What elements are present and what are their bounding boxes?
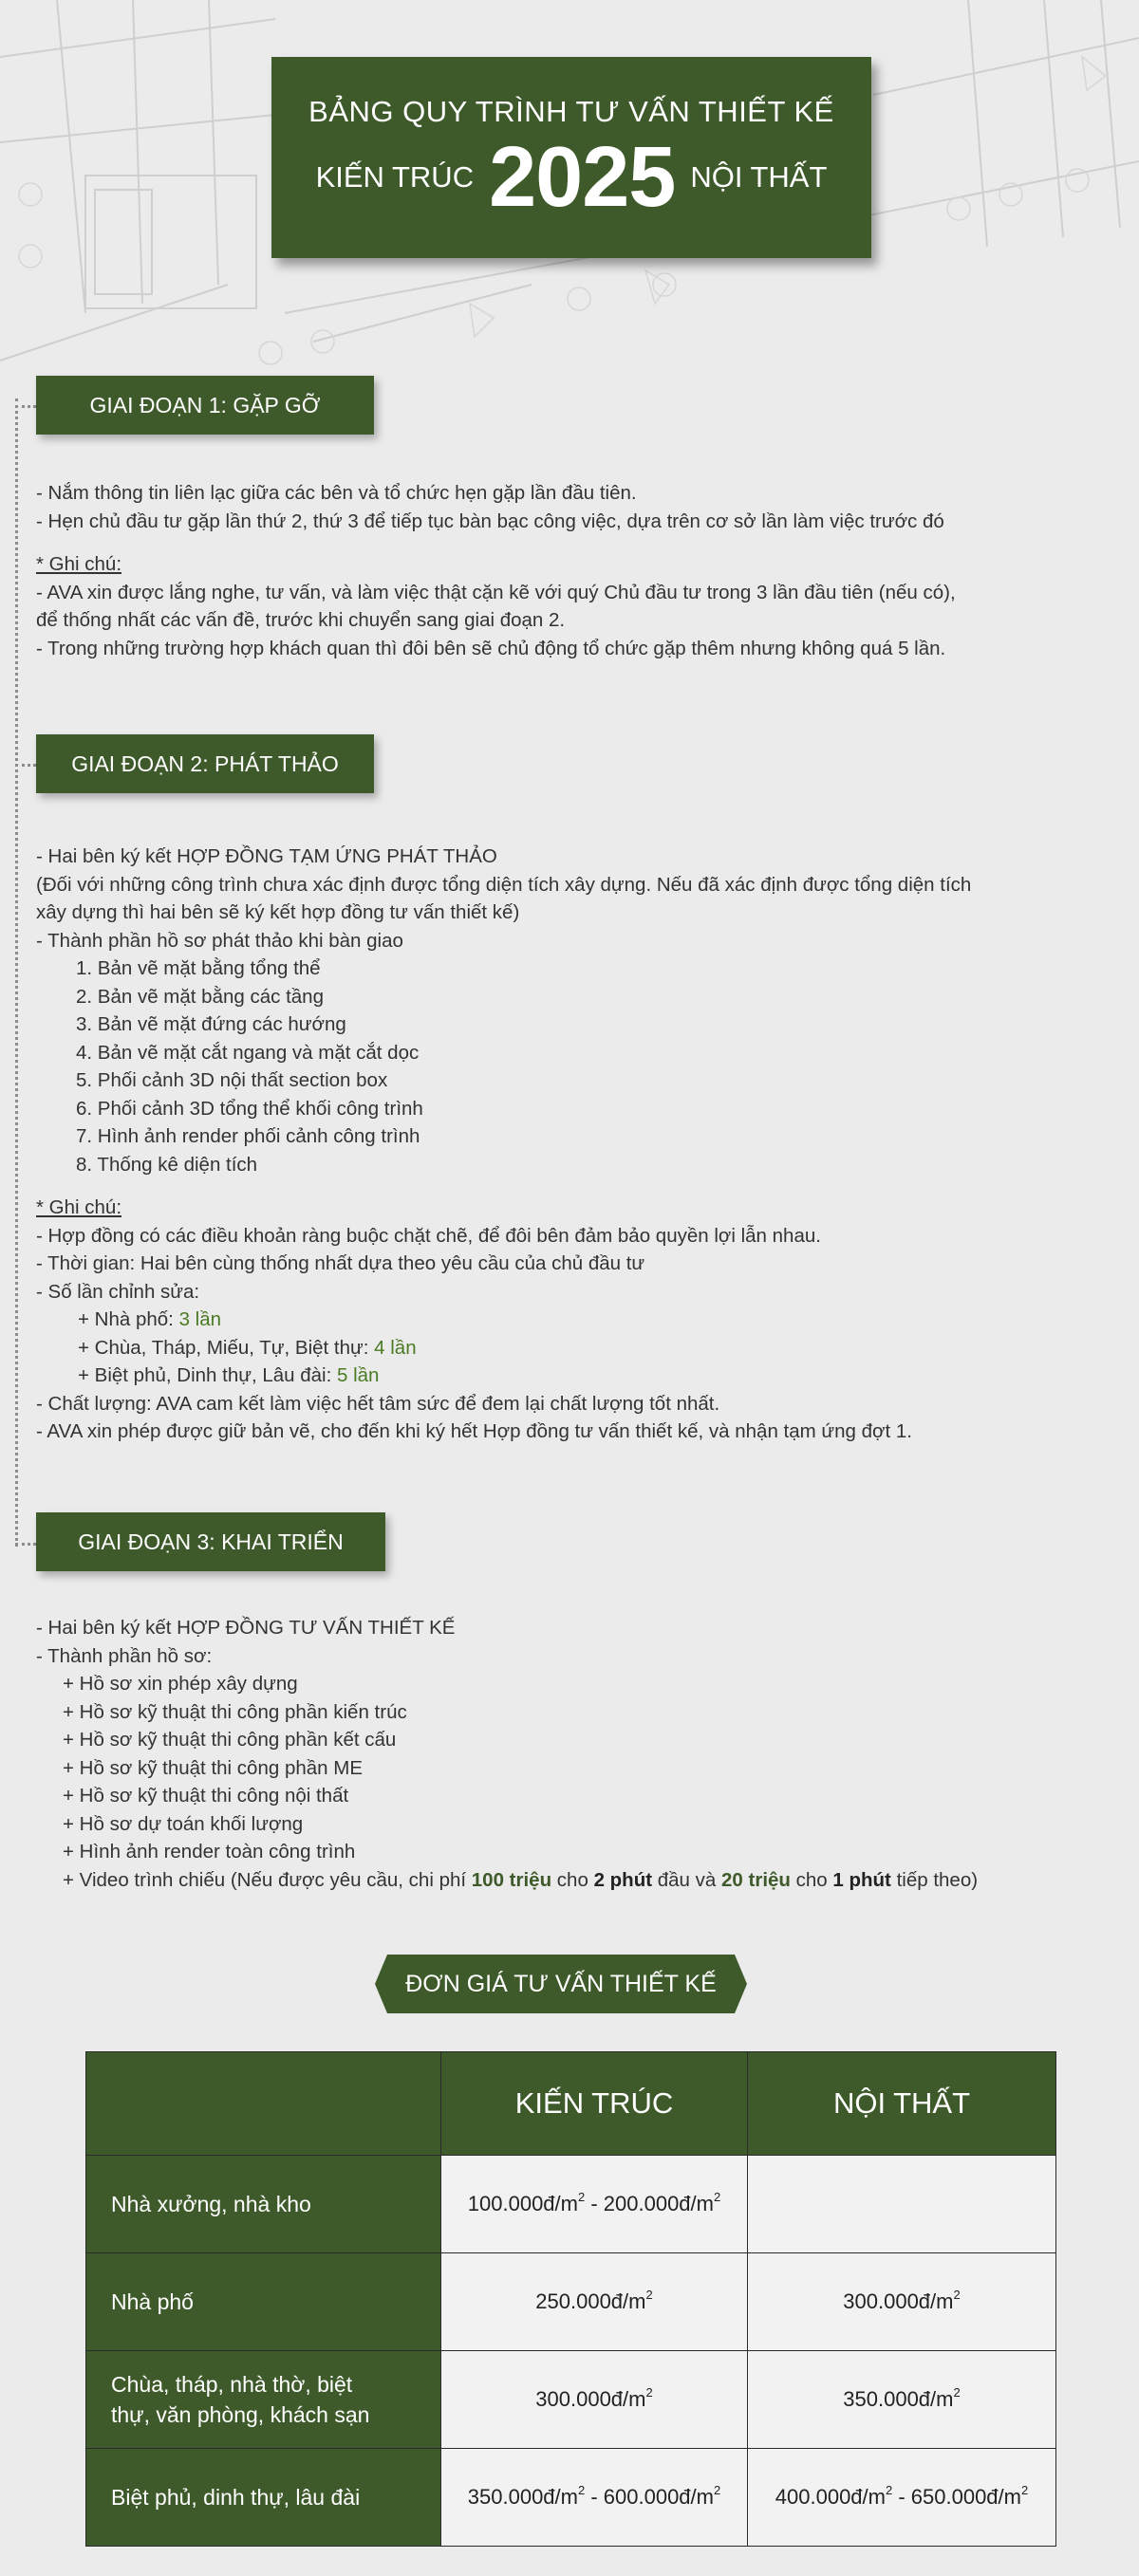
stage-1-line: - Hẹn chủ đầu tư gặp lần thứ 2, thứ 3 để tiếp tục bàn bạc công việc, dựa trên cơ sở lần làm việc trước đó (36, 510, 944, 532)
stage-1-note-label: * Ghi chú: (36, 553, 122, 575)
table-row (86, 2449, 1056, 2547)
stage-3-heading: GIAI ĐOẠN 3: KHAI TRIỂN (36, 1512, 385, 1571)
row-label: Nhà phố (86, 2253, 441, 2351)
stage-1-line: - Nắm thông tin liên lạc giữa các bên và tổ chức hẹn gặp lần đầu tiên. (36, 482, 637, 504)
stage-3-item: + Hồ sơ xin phép xây dựng (63, 1673, 298, 1695)
revision-chua-thap: + Chùa, Tháp, Miếu, Tự, Biệt thự: 4 lần (78, 1336, 417, 1359)
architecture-price: $100.000đ/m^2$ - $200.000đ/m^2$ (441, 2156, 748, 2253)
stage-2-note-label: * Ghi chú: (36, 1196, 122, 1218)
stage-2-content (36, 843, 1128, 1446)
title-banner (271, 57, 871, 258)
table-row (86, 2253, 1056, 2351)
interior-price: $350.000đ/m^2$ (748, 2351, 1056, 2449)
stage-2-note: - Thời gian: Hai bên cùng thống nhất dựa theo yêu cầu của chủ đầu tư (36, 1252, 645, 1274)
row-label: Biệt phủ, dinh thự, lâu đài (86, 2449, 441, 2547)
title-line-1: BẢNG QUY TRÌNH TƯ VẤN THIẾT KẾ (308, 95, 834, 128)
architecture-price: $300.000đ/m^2$ (441, 2351, 748, 2449)
stage-3-video-item: + Video trình chiếu (Nếu được yêu cầu, chi phí 100 triệu cho 2 phút đầu và 20 triệu cho 1 phút tiếp theo) (63, 1868, 979, 1891)
stage-3-item: + Hồ sơ kỹ thuật thi công nội thất (63, 1785, 349, 1807)
pricing-heading-ribbon: ĐƠN GIÁ TƯ VẤN THIẾT KẾ (387, 1955, 735, 2013)
stage-3-content (36, 1614, 1128, 1894)
stage-3-item: + Hồ sơ kỹ thuật thi công phần kiến trúc (63, 1700, 407, 1723)
stage-2-note: - Chất lượng: AVA cam kết làm việc hết tâm sức để đem lại chất lượng tốt nhất. (36, 1392, 720, 1415)
stage-2-item: 7. Hình ảnh render phối cảnh công trình (76, 1125, 420, 1147)
stage-3-item: + Hồ sơ kỹ thuật thi công phần kết cấu (63, 1729, 397, 1751)
stage-1-note: - Trong những trường hợp khách quan thì đôi bên sẽ chủ động tổ chức gặp thêm nhưng không quá 5 lần. (36, 637, 946, 659)
revision-nha-pho: + Nhà phố: 3 lần (78, 1308, 222, 1330)
stage-2-item: 5. Phối cảnh 3D nội thất section box (76, 1069, 388, 1091)
stage-3-line: - Thành phần hồ sơ: (36, 1644, 213, 1667)
timeline-tick-2 (15, 764, 36, 767)
timeline-tick-1 (15, 405, 36, 408)
stage-1-content (36, 479, 1128, 662)
stage-2-note: - Số lần chỉnh sửa: (36, 1280, 200, 1303)
title-year: 2025 (489, 130, 676, 225)
timeline-tick-3 (15, 1543, 36, 1546)
stage-2-note: - Hợp đồng có các điều khoản ràng buộc chặt chẽ, để đôi bên đảm bảo quyền lợi lẫn nhau. (36, 1224, 821, 1247)
interior-price: $400.000đ/m^2$ - $650.000đ/m^2$ (748, 2449, 1056, 2547)
stage-1-note: để thống nhất các vấn đề, trước khi chuyển sang giai đoạn 2. (36, 609, 566, 631)
interior-price (748, 2156, 1056, 2253)
stage-2-item: 1. Bản vẽ mặt bằng tổng thể (76, 957, 321, 979)
stage-2-item: 4. Bản vẽ mặt cắt ngang và mặt cắt dọc (76, 1041, 420, 1064)
architecture-price: $350.000đ/m^2$ - $600.000đ/m^2$ (441, 2449, 748, 2547)
interior-price: $300.000đ/m^2$ (748, 2253, 1056, 2351)
stage-2-line: xây dựng thì hai bên sẽ ký kết hợp đồng tư vấn thiết kế) (36, 901, 520, 923)
stage-2-line: - Thành phần hồ sơ phát thảo khi bàn giao (36, 929, 403, 952)
timeline-dotted-line (15, 398, 18, 1547)
stage-1-heading: GIAI ĐOẠN 1: GẶP GỠ (36, 376, 374, 435)
stage-3-item: + Hình ảnh render toàn công trình (63, 1841, 356, 1863)
stage-2-item: 6. Phối cảnh 3D tổng thể khối công trình (76, 1097, 423, 1120)
revision-biet-phu: + Biệt phủ, Dinh thự, Lâu đài: 5 lần (78, 1364, 380, 1386)
stage-2-item: 3. Bản vẽ mặt đứng các hướng (76, 1013, 346, 1035)
row-label: Nhà xưởng, nhà kho (86, 2156, 441, 2253)
stage-2-heading: GIAI ĐOẠN 2: PHÁT THẢO (36, 734, 374, 793)
stage-3-line: - Hai bên ký kết HỢP ĐỒNG TƯ VẤN THIẾT KẾ (36, 1617, 456, 1639)
pricing-header-architecture: KIẾN TRÚC (441, 2052, 748, 2156)
title-line-2 (271, 130, 871, 225)
table-row (86, 2156, 1056, 2253)
stage-2-line: - Hai bên ký kết HỢP ĐỒNG TẠM ỨNG PHÁT THẢO (36, 845, 497, 867)
stage-2-line: (Đối với những công trình chưa xác định được tổng diện tích xây dựng. Nếu đã xác định được tổng diện tích (36, 873, 972, 896)
pricing-header-interior: NỘI THẤT (748, 2052, 1056, 2156)
stage-2-item: 8. Thống kê diện tích (76, 1153, 258, 1176)
title-architecture: KIẾN TRÚC (315, 160, 475, 194)
stage-1-note: - AVA xin được lắng nghe, tư vấn, và làm việc thật cặn kẽ với quý Chủ đầu tư trong 3 lần đầu tiên (nếu có), (36, 581, 956, 603)
row-label: Chùa, tháp, nhà thờ, biệt thự, văn phòng, khách sạn (86, 2351, 441, 2449)
title-interior: NỘI THẤT (690, 160, 828, 194)
architecture-price: $250.000đ/m^2$ (441, 2253, 748, 2351)
pricing-table (85, 2051, 1056, 2547)
stage-3-item: + Hồ sơ dự toán khối lượng (63, 1812, 304, 1835)
pricing-header-row (86, 2052, 1056, 2156)
stage-2-item: 2. Bản vẽ mặt bằng các tầng (76, 985, 324, 1008)
pricing-header-blank (86, 2052, 441, 2156)
stage-2-note: - AVA xin phép được giữ bản vẽ, cho đến khi ký hết Hợp đồng tư vấn thiết kế, và nhận tạm ứng đợt 1. (36, 1420, 912, 1442)
stage-3-item: + Hồ sơ kỹ thuật thi công phần ME (63, 1756, 363, 1779)
table-row (86, 2351, 1056, 2449)
